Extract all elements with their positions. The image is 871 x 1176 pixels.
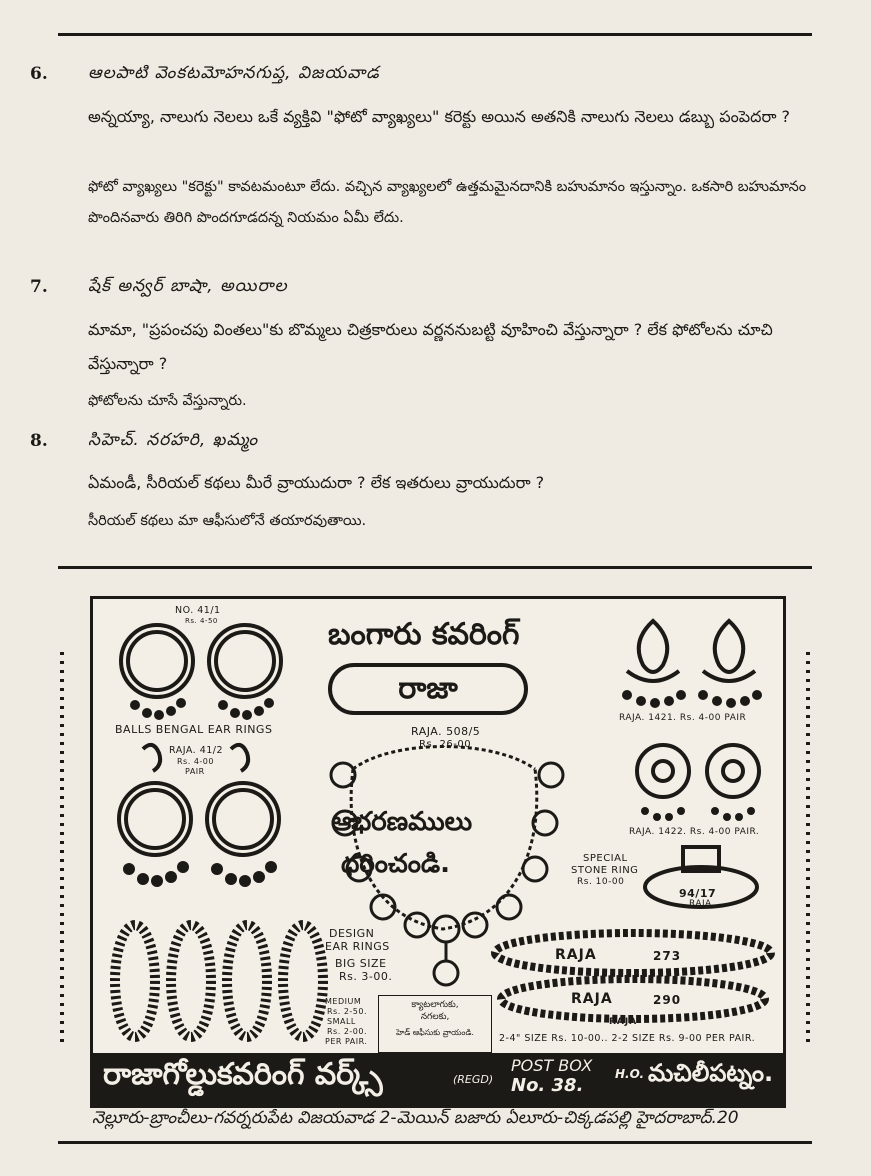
callout-line: క్యాటలాగుకు,	[411, 1000, 459, 1010]
ad-title: బంగారు కవరింగ్	[328, 617, 520, 652]
stone-ring-label: STONE RING	[571, 865, 639, 876]
per-pair-label: PER PAIR.	[325, 1037, 368, 1046]
bangle-brand: RAJA	[571, 991, 613, 1007]
necklace-number-label: RAJA. 508/5	[411, 725, 481, 738]
bangle-number: 290	[653, 993, 682, 1007]
item-label: RAJA. 1422. Rs. 4-00 PAIR.	[629, 827, 760, 837]
balls-bengal-earrings-illustration	[107, 613, 297, 725]
design-label: DESIGN	[329, 927, 375, 940]
post-box-label: POST BOX	[511, 1056, 593, 1075]
ad-brand-badge: రాజా	[328, 663, 528, 715]
top-rule	[58, 33, 812, 36]
jewellery-advertisement	[90, 596, 786, 1108]
small-label: SMALL	[327, 1017, 356, 1026]
company-footer-bar	[93, 1053, 783, 1105]
answer-text: ఫోటోలను చూసే వేస్తున్నారు.	[88, 393, 247, 409]
branches-line: నెల్లూరు-బ్రాంచీలు-గవర్నరుపేట విజయవాడ 2-మెయిన్ బజారు ఏలూరు-చిక్కడపల్లి హైదరాబాద్.20	[92, 1108, 739, 1128]
question-text: అన్నయ్యా, నాలుగు నెలలు ఒకే వ్యక్తివి "ఫోటో వ్యాఖ్యలు" కరెక్టు అయిన అతనికి నాలుగు నెలలు డబ్బు పంపెదరా ?	[88, 107, 791, 126]
section-rule	[58, 566, 812, 569]
raja-1421-earrings-illustration	[613, 611, 773, 711]
head-office-label: H.O.	[615, 1067, 645, 1081]
medium-price-label: Rs. 2-50.	[327, 1007, 368, 1016]
question-number: 8.	[30, 431, 48, 451]
item-pair-label: PAIR	[185, 767, 205, 776]
right-ornament	[806, 652, 810, 1042]
ring-brand-label: RAJA	[689, 899, 712, 909]
head-office-city: మచిలీపట్నం.	[648, 1059, 774, 1087]
asker-name: సిహెచ్. నరహరి, ఖమ్మం	[88, 430, 259, 450]
big-price-label: Rs. 3-00.	[339, 970, 393, 983]
necklace-price-label: Rs. 26-00	[419, 739, 472, 750]
stone-price-label: Rs. 10-00	[577, 877, 625, 887]
question-text: ఏమండీ, సీరియల్ కథలు మీరే వ్రాయుదురా ? లేక ఇతరులు వ్రాయుదురా ?	[88, 473, 545, 492]
small-price-label: Rs. 2-00.	[327, 1027, 368, 1036]
catalogue-callout	[378, 995, 492, 1053]
slogan-line-2: ధరించండి.	[341, 849, 451, 879]
asker-name: షేక్ అన్వర్ బాషా, అయిరాల	[88, 276, 288, 296]
raja-1422-earrings-illustration	[629, 737, 769, 827]
special-label: SPECIAL	[583, 853, 628, 864]
bottom-rule	[58, 1141, 812, 1144]
ad-slogan	[331, 801, 472, 885]
bangle-brand: RAJA	[555, 947, 597, 963]
bangle-number: 273	[653, 949, 682, 963]
answer-text: సీరియల్ కథలు మా ఆఫీసులోనే తయారవుతాయి.	[88, 513, 367, 529]
callout-line: హెడ్ ఆఫీసుకు వ్రాయండి.	[396, 1028, 474, 1037]
left-ornament	[60, 652, 64, 1042]
company-name: రాజాగోల్డుకవరింగ్ వర్క్స్	[103, 1057, 383, 1092]
item-number-label: NO. 41/1	[175, 605, 221, 616]
asker-name: ఆలపాటి వెంకటమోహనగుప్త, విజయవాడ	[88, 63, 380, 83]
big-size-label: BIG SIZE	[335, 957, 387, 970]
item-number-label: RAJA. 41/2	[169, 745, 224, 756]
question-number: 6.	[30, 64, 48, 84]
regd-label: (REGD)	[453, 1073, 494, 1086]
question-text: మామా, "ప్రపంచపు వింతలు"కు బొమ్మలు చిత్రకారులు వర్ణననుబట్టి వూహించి వేస్తున్నారా ? లేక ఫోటోలను చూచి వేస్తున్నారా ?	[88, 320, 773, 373]
medium-label: MEDIUM	[325, 997, 362, 1006]
item-price-label: Rs. 4-00	[177, 757, 214, 766]
design-earrings-illustration	[103, 907, 343, 1047]
item-label: RAJA. 1421. Rs. 4-00 PAIR	[619, 713, 747, 723]
bangle-small-brand: RAJA	[609, 1017, 638, 1027]
answer-text: ఫోటో వ్యాఖ్యలు "కరెక్టు" కావటమంటూ లేదు. వచ్చిన వ్యాఖ్యలలో ఉత్తమమైనదానికి బహుమానం ఇస్తున్నాం. ఒకసారి బహుమానం పొందినవారు తిరిగి పొందగూడదన్న నియమం ఏమీ లేదు.	[88, 179, 807, 226]
question-number: 7.	[30, 277, 48, 297]
slogan-line-1: ఆభరణములు	[331, 807, 473, 837]
item-price-label: Rs. 4-50	[185, 617, 218, 625]
item-name-label: BALLS BENGAL EAR RINGS	[115, 723, 273, 736]
post-box-number: No. 38.	[511, 1075, 584, 1096]
ring-number-label: 94/17	[679, 887, 717, 900]
ear-rings-label: EAR RINGS	[325, 940, 390, 953]
bangle-sizes-label: 2-4" SIZE Rs. 10-00.. 2-2 SIZE Rs. 9-00 PER PAIR.	[499, 1033, 756, 1044]
callout-line: నగలకు,	[420, 1012, 450, 1022]
